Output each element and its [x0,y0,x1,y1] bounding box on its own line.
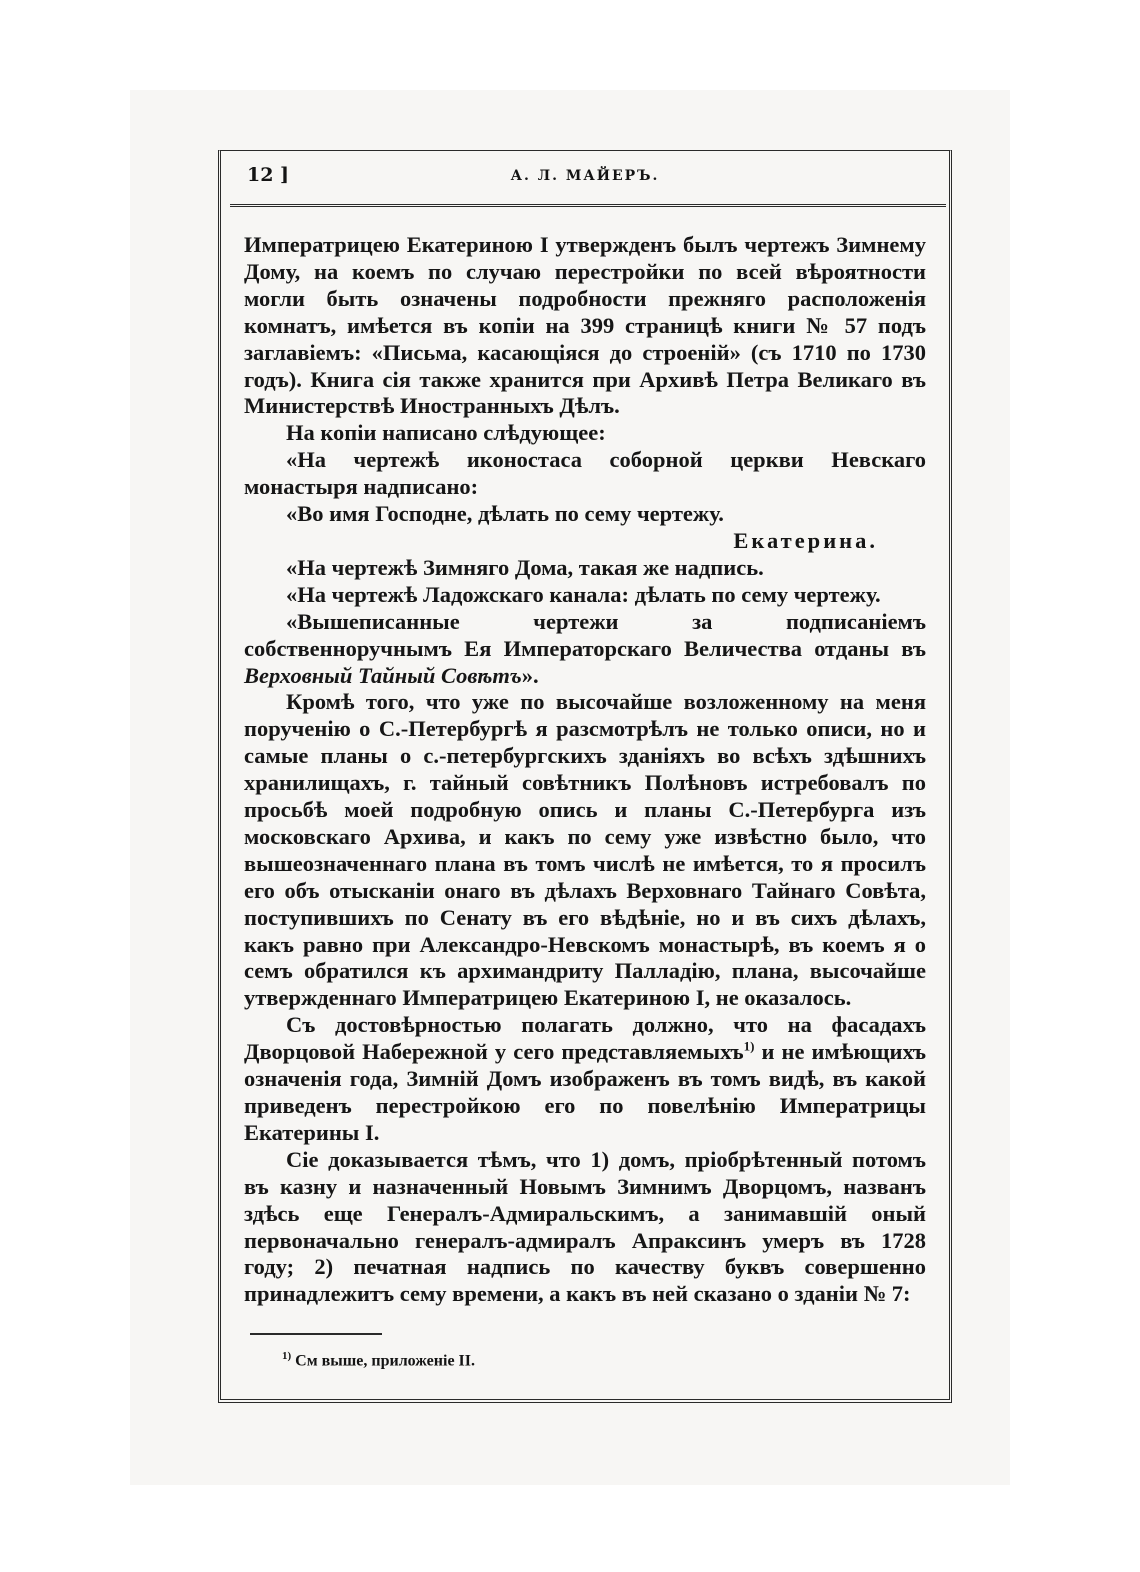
footnote-marker: 1) [282,1350,292,1362]
running-head: А. Л. МАЙЕРЪ. [510,168,660,184]
quote-paragraph: «На чертежѣ Зимняго Дома, такая же надпись. [286,554,764,580]
italic-council-name: Верховный Тайный Совѣтъ [244,662,522,688]
footnote-rule [250,1333,382,1335]
quote-text: «Вышеписанные чертежи за подписаніемъ собственноручнымъ Ея Императорскаго Величества отданы въ [244,608,926,661]
page-header [245,164,945,194]
paragraph: Императрицею Екатериною I утвержденъ былъ чертежъ Зимнему Дому, на коемъ по случаю перестройки по всей вѣроятности могли быть означены подробности прежняго расположенія комнатъ, имѣется въ копіи на 399 страницѣ книги № 57 подъ заглавіемъ: «Письма, касающіяся до строеній» (съ 1710 по 1730 годъ). Книга сія также хранится при Архивѣ Петра Великаго въ Министерствѣ Иностранныхъ Дѣлъ. [244,232,926,419]
paragraph-text: Съ достовѣрностью полагать должно, что на фасадахъ Дворцовой Набережной у сего представляемыхъ [244,1012,926,1065]
footnote-text: См выше, приложеніе II. [291,1352,475,1370]
signature: Екатерина. [733,527,878,553]
paragraph: Кромѣ того, что уже по высочайше возложенному на меня порученію о С.-Петербургѣ я разсмотрѣлъ не только описи, но и самые планы о с.-петербургскихъ зданіяхъ во всѣхъ здѣшнихъ хранилищахъ, г. тайный совѣтникъ Полѣновъ истребовалъ по просьбѣ моей подробную опись и планы С.-Петербурга изъ московскаго Архива, и какъ по сему уже извѣстно было, что вышеозначеннаго плана въ томъ числѣ не имѣется, то я просилъ его объ отысканіи онаго въ дѣлахъ Верховнаго Тайнаго Совѣта, поступившихъ по Сенату въ его вѣдѣніе, но и въ сихъ дѣлахъ, какъ равно при Александро-Невскомъ монастырѣ, въ коемъ я о семъ обратился къ архимандриту Палладію, плана, высочайше утвержденнаго Императрицею Екатериною I, не оказалось. [244,689,926,1011]
quote-paragraph [244,609,926,690]
quote-paragraph: «На чертежѣ иконостаса соборной церкви Невскаго монастыря надписано: [244,447,926,500]
body-text [244,232,926,1308]
paragraph-text: и не имѣющихъ означенія года, Зимній Домъ изображенъ въ томъ видѣ, въ какой приведенъ перестройкою его по повелѣнію Императрицы Екатерины I. [244,1039,926,1145]
quote-paragraph: «Во имя Господне, дѣлать по сему чертежу. [286,501,724,527]
quote-paragraph: «На чертежѣ Ладожскаго канала: дѣлать по сему чертежу. [286,581,881,607]
paragraph [244,1012,926,1147]
header-rule [230,204,946,207]
footnote-reference: 1) [743,1038,755,1054]
quote-close: ». [521,662,539,688]
paragraph: На копіи написано слѣдующее: [286,420,606,446]
page-number: 12 ] [247,164,290,186]
paragraph: Сіе доказывается тѣмъ, что 1) домъ, пріобрѣтенный потомъ въ казну и назначенный Новымъ Зимнимъ Дворцомъ, названъ здѣсь еще Генералъ-Адмиральскимъ, а занимавшій оный первоначально генералъ-адмиралъ Апраксинъ умеръ въ 1728 году; 2) печатная надпись по качеству буквъ совершенно принадлежитъ сему времени, а какъ въ ней сказано о зданіи № 7: [244,1146,926,1307]
footnote [282,1350,475,1370]
